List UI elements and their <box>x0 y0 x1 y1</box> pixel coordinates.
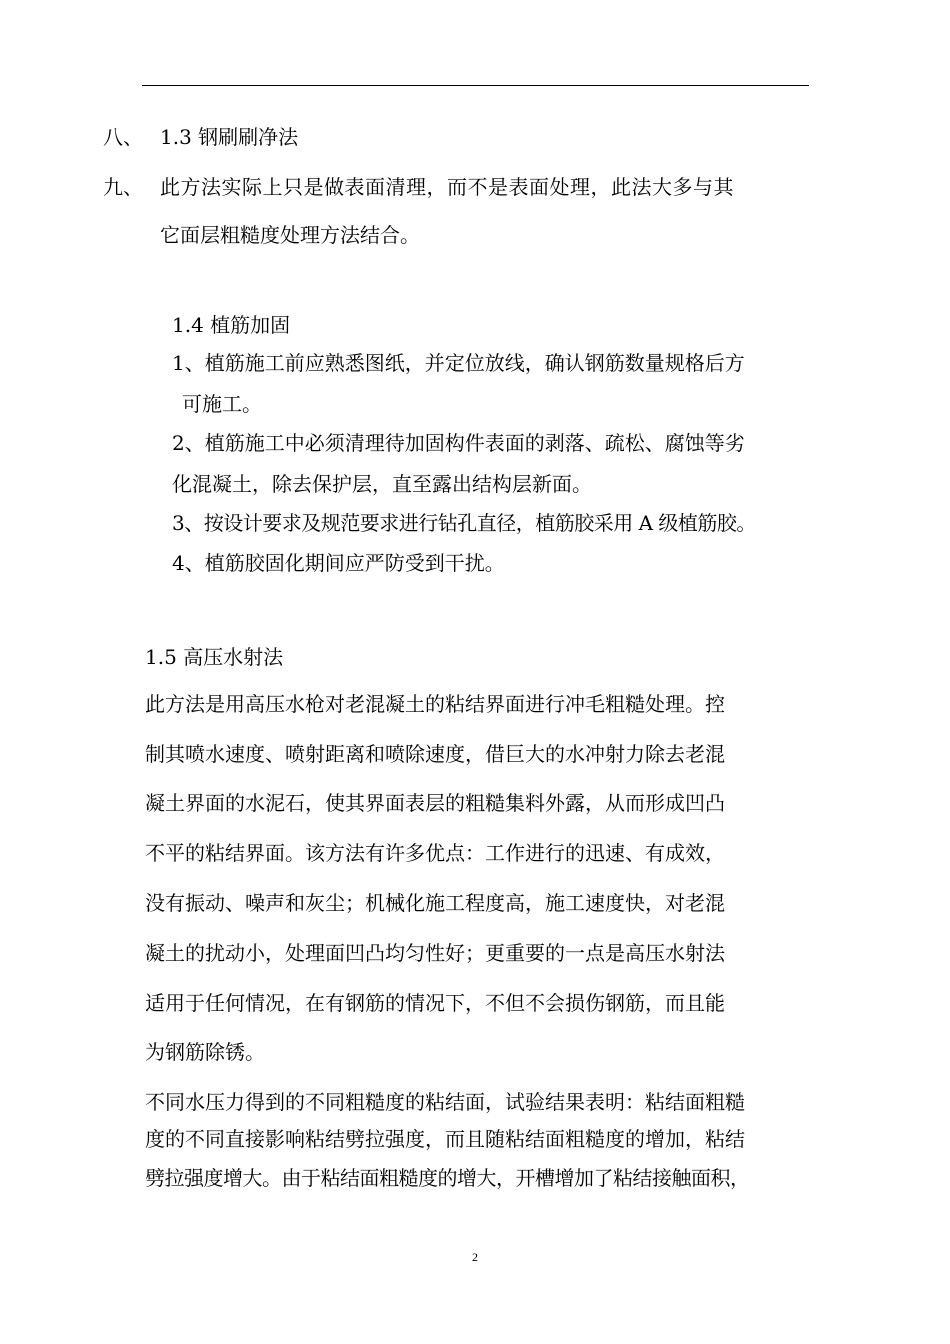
section-heading-1-3: 1.3 钢刷刷净法 <box>160 125 299 149</box>
page-number: 2 <box>472 1250 478 1264</box>
body-line: 凝土界面的水泥石，使其界面表层的粗糙集料外露，从而形成凹凸 <box>145 791 725 815</box>
body-line: 适用于任何情况，在有钢筋的情况下，不但不会损伤钢筋，而且能 <box>145 991 725 1015</box>
list-item: 可施工。 <box>182 392 262 416</box>
body-line: 制其喷水速度、喷射距离和喷除速度，借巨大的水冲射力除去老混 <box>145 742 725 766</box>
section-heading-1-5: 1.5 高压水射法 <box>145 645 284 669</box>
body-line: 它面层粗糙度处理方法结合。 <box>160 223 420 247</box>
list-item: 1、植筋施工前应熟悉图纸，并定位放线，确认钢筋数量规格后方 <box>172 351 745 375</box>
body-line: 凝土的扰动小，处理面凹凸均匀性好；更重要的一点是高压水射法 <box>145 941 725 965</box>
body-line: 不平的粘结界面。该方法有许多优点：工作进行的迅速、有成效， <box>145 841 725 865</box>
list-marker-9: 九、 <box>103 175 143 199</box>
list-item: 3、按设计要求及规范要求进行钻孔直径，植筋胶采用 A 级植筋胶。 <box>172 511 756 535</box>
list-marker-8: 八、 <box>103 125 143 149</box>
body-line: 为钢筋除锈。 <box>145 1040 265 1064</box>
body-line: 不同水压力得到的不同粗糙度的粘结面，试验结果表明：粘结面粗糙 <box>145 1090 745 1114</box>
list-item: 2、植筋施工中必须清理待加固构件表面的剥落、疏松、腐蚀等劣 <box>172 431 745 455</box>
body-line: 没有振动、噪声和灰尘；机械化施工程度高，施工速度快，对老混 <box>145 891 725 915</box>
body-line: 此方法是用高压水枪对老混凝土的粘结界面进行冲毛粗糙处理。控 <box>145 692 725 716</box>
body-line: 劈拉强度增大。由于粘结面粗糙度的增大，开槽增加了粘结接触面积， <box>145 1166 750 1190</box>
section-heading-1-4: 1.4 植筋加固 <box>172 313 291 337</box>
body-line: 此方法实际上只是做表面清理，而不是表面处理，此法大多与其 <box>160 175 734 199</box>
list-item: 化混凝土，除去保护层，直至露出结构层新面。 <box>172 472 592 496</box>
list-item: 4、植筋胶固化期间应严防受到干扰。 <box>172 551 505 575</box>
header-rule <box>142 85 809 86</box>
body-line: 度的不同直接影响粘结劈拉强度，而且随粘结面粗糙度的增加，粘结 <box>145 1127 745 1151</box>
